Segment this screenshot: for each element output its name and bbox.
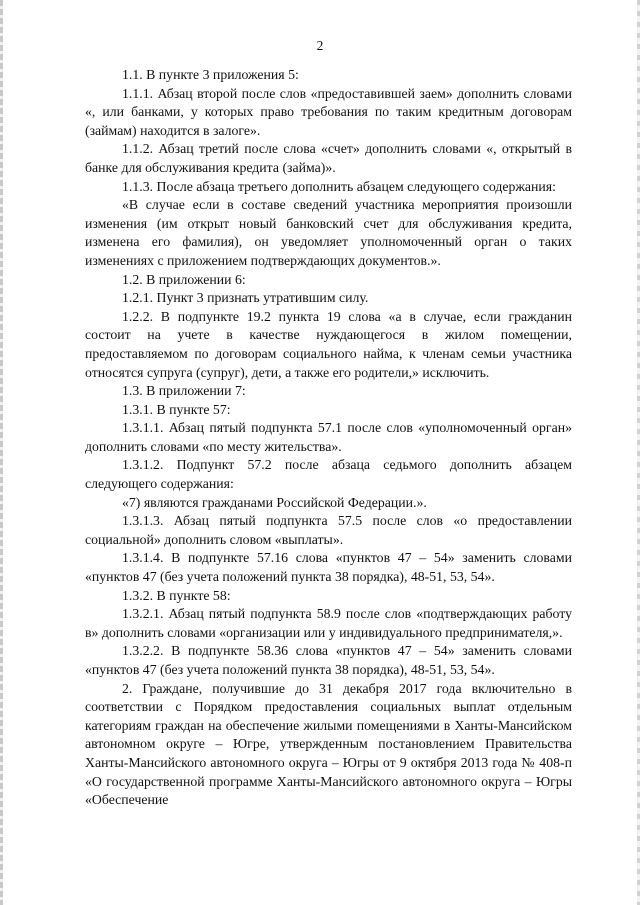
scan-edge-left (0, 0, 3, 905)
paragraph-1-3-1-2: 1.3.1.2. Подпункт 57.2 после абзаца седьмого дополнить абзацем следующего содержания: (85, 457, 572, 492)
paragraph-2: 2. Граждане, получившие до 31 декабря 2017 года включительно в соответствии с Порядком предоставления социальных выплат отдельным категориям граждан на обеспечение жилыми помещениями в Ханты-Мансийском автономном округе – Югре, утвержденным постановлением Правительства Ханты-Мансийского автономного округа – Югры от 9 октября 2013 года № 408-п «О государственной программе Ханты-Мансийского автономного округа – Югры «Обеспечение (85, 680, 572, 808)
paragraph-1-1-1: 1.1.1. Абзац второй после слов «предоставившей заем» дополнить словами «, или банками, у которых право требования по таким кредитным договорам (займам) находится в залоге». (85, 85, 572, 138)
paragraph-1-3-2-2: 1.3.2.2. В подпункте 58.36 слова «пунктов 47 – 54» заменить словами «пунктов 47 (без учета положений пункта 38 порядка), 48-51, 53, 54». (85, 643, 572, 677)
paragraph-1-2-2: 1.2.2. В подпункте 19.2 пункта 19 слова «а в случае, если гражданин состоит на учете в качестве нуждающегося в жилом помещении, предоставляемом по договорам социального найма, к членам семьи участника относятся супруга (супруг), дети, а также его родители,» исключить. (85, 308, 572, 380)
paragraph-1-3-2-1: 1.3.2.1. Абзац пятый подпункта 58.9 после слов «подтверждающих работу в» дополнить словами «организации или у индивидуального предпринимателя,». (85, 606, 572, 640)
paragraph-1-2-1: 1.2.1. Пункт 3 признать утратившим силу. (122, 290, 369, 306)
paragraph-1-1-3: 1.1.3. После абзаца третьего дополнить абзацем следующего содержания: (122, 178, 556, 194)
paragraph-1-1: 1.1. В пункте 3 приложения 5: (122, 67, 299, 82)
paragraph-1-3-1-3: 1.3.1.3. Абзац пятый подпункта 57.5 после слов «о предоставлении социальной» дополнить словом «выплаты». (85, 513, 572, 547)
quoted-paragraph-notice: «В случае если в составе сведений участника мероприятия произошли изменения (им открыт новый банковский счет для обслуживания кредита, изменена его фамилия), он уведомляет уполномоченный орган о таких изменениях с приложением подтверждающих документов.». (85, 197, 572, 268)
paragraph-1-3-2: 1.3.2. В пункте 58: (122, 587, 231, 603)
document-body (85, 66, 572, 810)
paragraph-1-3-1: 1.3.1. В пункте 57: (122, 401, 231, 417)
paragraph-1-3-1-4: 1.3.1.4. В подпункте 57.16 слова «пунктов 47 – 54» заменить словами «пунктов 47 (без учета положений пункта 38 порядка), 48-51, 53, 54». (85, 550, 572, 585)
quoted-paragraph-citizens: «7) являются гражданами Российской Федерации.». (122, 494, 427, 510)
paragraph-1-3-1-1: 1.3.1.1. Абзац пятый подпункта 57.1 после слов «уполномоченный орган» дополнить словами «по месту жительства». (85, 420, 572, 454)
paragraph-1-2: 1.2. В приложении 6: (122, 271, 246, 287)
paragraph-1-1-2: 1.1.2. Абзац третий после слова «счет» дополнить словами «, открытый в банке для обслуживания кредита (займа)». (85, 141, 572, 175)
page-number: 2 (316, 38, 324, 53)
paragraph-1-3: 1.3. В приложении 7: (122, 383, 246, 399)
